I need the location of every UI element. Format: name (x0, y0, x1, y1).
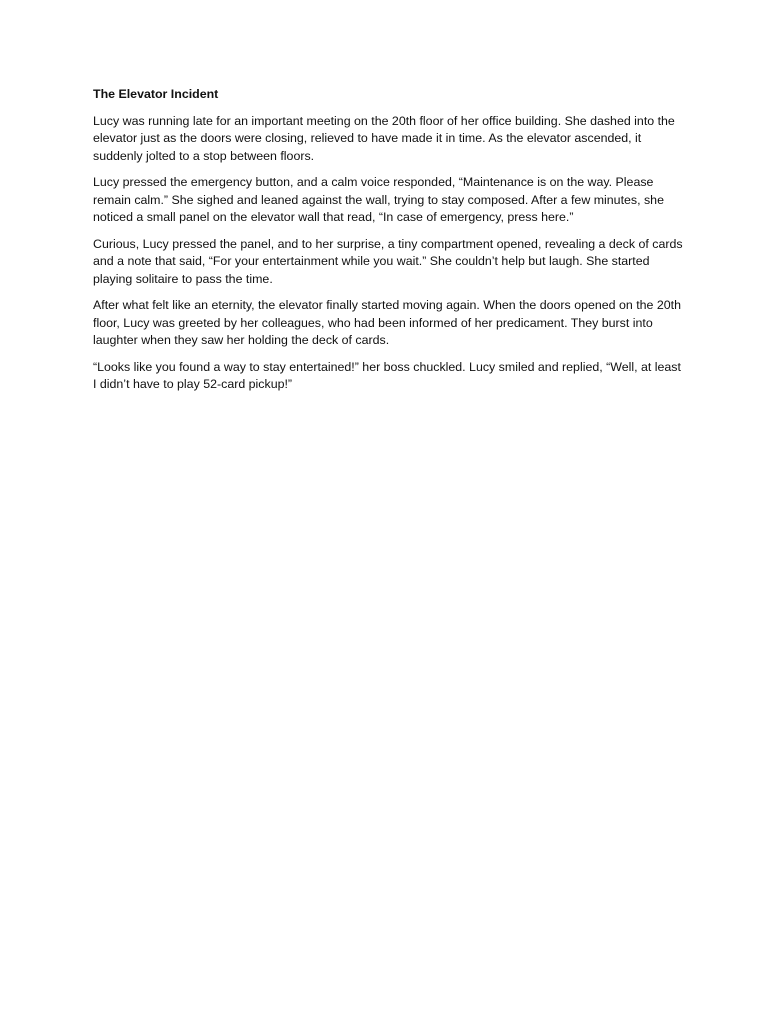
paragraph-1: Lucy was running late for an important meeting on the 20th floor of her office building. She dashed into the elevator just as the doors were closing, relieved to have made it in time. As the elevator ascended, it suddenly jolted to a stop between floors. (93, 113, 675, 163)
paragraph-5: “Looks like you found a way to stay entertained!” her boss chuckled. Lucy smiled and replied, “Well, at least I didn’t have to play 52-card pickup!” (93, 359, 681, 391)
paragraph-3: Curious, Lucy pressed the panel, and to her surprise, a tiny compartment opened, revealing a deck of cards and a note that said, “For your entertainment while you wait.” She couldn’t help but laugh. She started playing solitaire to pass the time. (93, 236, 683, 286)
paragraph-2: Lucy pressed the emergency button, and a calm voice responded, “Maintenance is on the way. Please remain calm.” She sighed and leaned against the wall, trying to stay composed. After a few minutes, she noticed a small panel on the elevator wall that read, “In case of emergency, press here.” (93, 175, 664, 224)
document-body (93, 86, 683, 403)
document-title: The Elevator Incident (93, 87, 219, 101)
paragraph-4: After what felt like an eternity, the elevator finally started moving again. When the doors opened on the 20th floor, Lucy was greeted by her colleagues, who had been informed of her predicament. They burst into laughter when they saw her holding the deck of cards. (93, 298, 681, 347)
